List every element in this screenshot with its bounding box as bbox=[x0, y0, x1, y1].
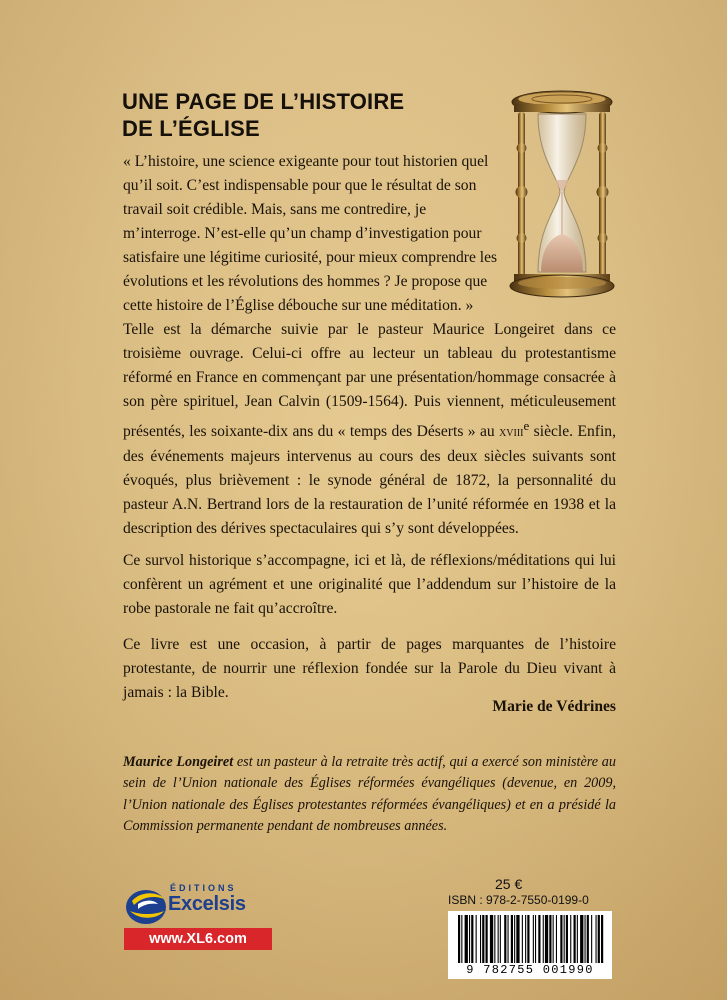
author-name: Maurice Longeiret bbox=[123, 754, 234, 770]
publisher-name: Excelsis bbox=[168, 893, 246, 915]
description-paragraph-3: Ce livre est une occasion, à partir de pages marquantes de l’histoire protestante, de nourrir une réflexion fondée sur la Parole du Dieu vivant à jamais : la Bible. bbox=[123, 636, 616, 701]
hourglass-icon bbox=[508, 88, 616, 300]
description-paragraph-2: Ce survol historique s’accompagne, ici et là, de réflexions/méditations qui lui confèrent un agrément et une originalité que l’addendum sur l’histoire de la robe pastorale ne fait qu’accroître. bbox=[123, 552, 616, 617]
price-label: 25 € bbox=[495, 876, 523, 892]
publisher-logo bbox=[124, 883, 274, 955]
page-title bbox=[122, 88, 522, 142]
barcode-bars bbox=[448, 911, 612, 965]
title-line-2: DE L’ÉGLISE bbox=[122, 116, 260, 141]
title-line-1: UNE PAGE DE L’HISTOIRE bbox=[122, 89, 405, 114]
century-numeral: xviii bbox=[499, 425, 524, 441]
paragraph-1-text-a: Telle est la démarche suivie par le pasteur Maurice Longeiret dans ce troisième ouvrage. Celui-ci offre au lecteur un tableau du protestantisme réformé en France en commençant par une présentation/hommage consacrée à son père spirituel, Jean Calvin (1509-1564). Puis viennent, méticuleusement présentés, les soixante-dix ans du « temps des Déserts » au bbox=[123, 321, 616, 441]
author-bio bbox=[123, 752, 616, 837]
barcode-digits: 9 782755 001990 bbox=[448, 963, 612, 977]
barcode bbox=[448, 911, 612, 979]
publisher-editions-label: ÉDITIONS bbox=[170, 883, 237, 893]
reviewer-signature: Marie de Védrines bbox=[492, 698, 616, 715]
opening-quote: « L’histoire, une science exigeante pour tout historien quel qu’il soit. C’est indispensable pour que le résultat de son travail soit crédible. Mais, sans me contredire, je m’interroge. N’est-elle qu’un champ d’investigation pour satisfaire une légitime curiosité, pour mieux comprendre les évolutions et les révolutions des hommes ? Je propose que cette histoire de l’Église débouche sur une méditation. » bbox=[123, 153, 498, 314]
description-paragraph-1 bbox=[123, 318, 616, 541]
publisher-url[interactable]: www.XL6.com bbox=[124, 928, 272, 950]
paragraph-1-text-b: siècle. Enfin, des événements majeurs intervenus au cours des deux siècles suivants sont évoqués, plus brièvement : le synode général de 1872, la personnalité du pasteur A.N. Bertrand lors de la restauration de l’unité réformée en 1938 et la description des dérives spectaculaires qui s’y sont développées. bbox=[123, 423, 616, 538]
excelsis-logo-icon bbox=[124, 885, 170, 927]
isbn-label: ISBN : 978-2-7550-0199-0 bbox=[448, 893, 589, 907]
author-bio-text: est un pasteur à la retraite très actif, qui a exercé son ministère au sein de l’Union nationale des Églises réformées évangéliques (devenue, en 2009, l’Union nationale des Églises protestantes réformées évangéliques) et en a présidé la Commission permanente pendant de nombreuses années. bbox=[123, 754, 616, 834]
century-superscript: e bbox=[523, 418, 530, 433]
